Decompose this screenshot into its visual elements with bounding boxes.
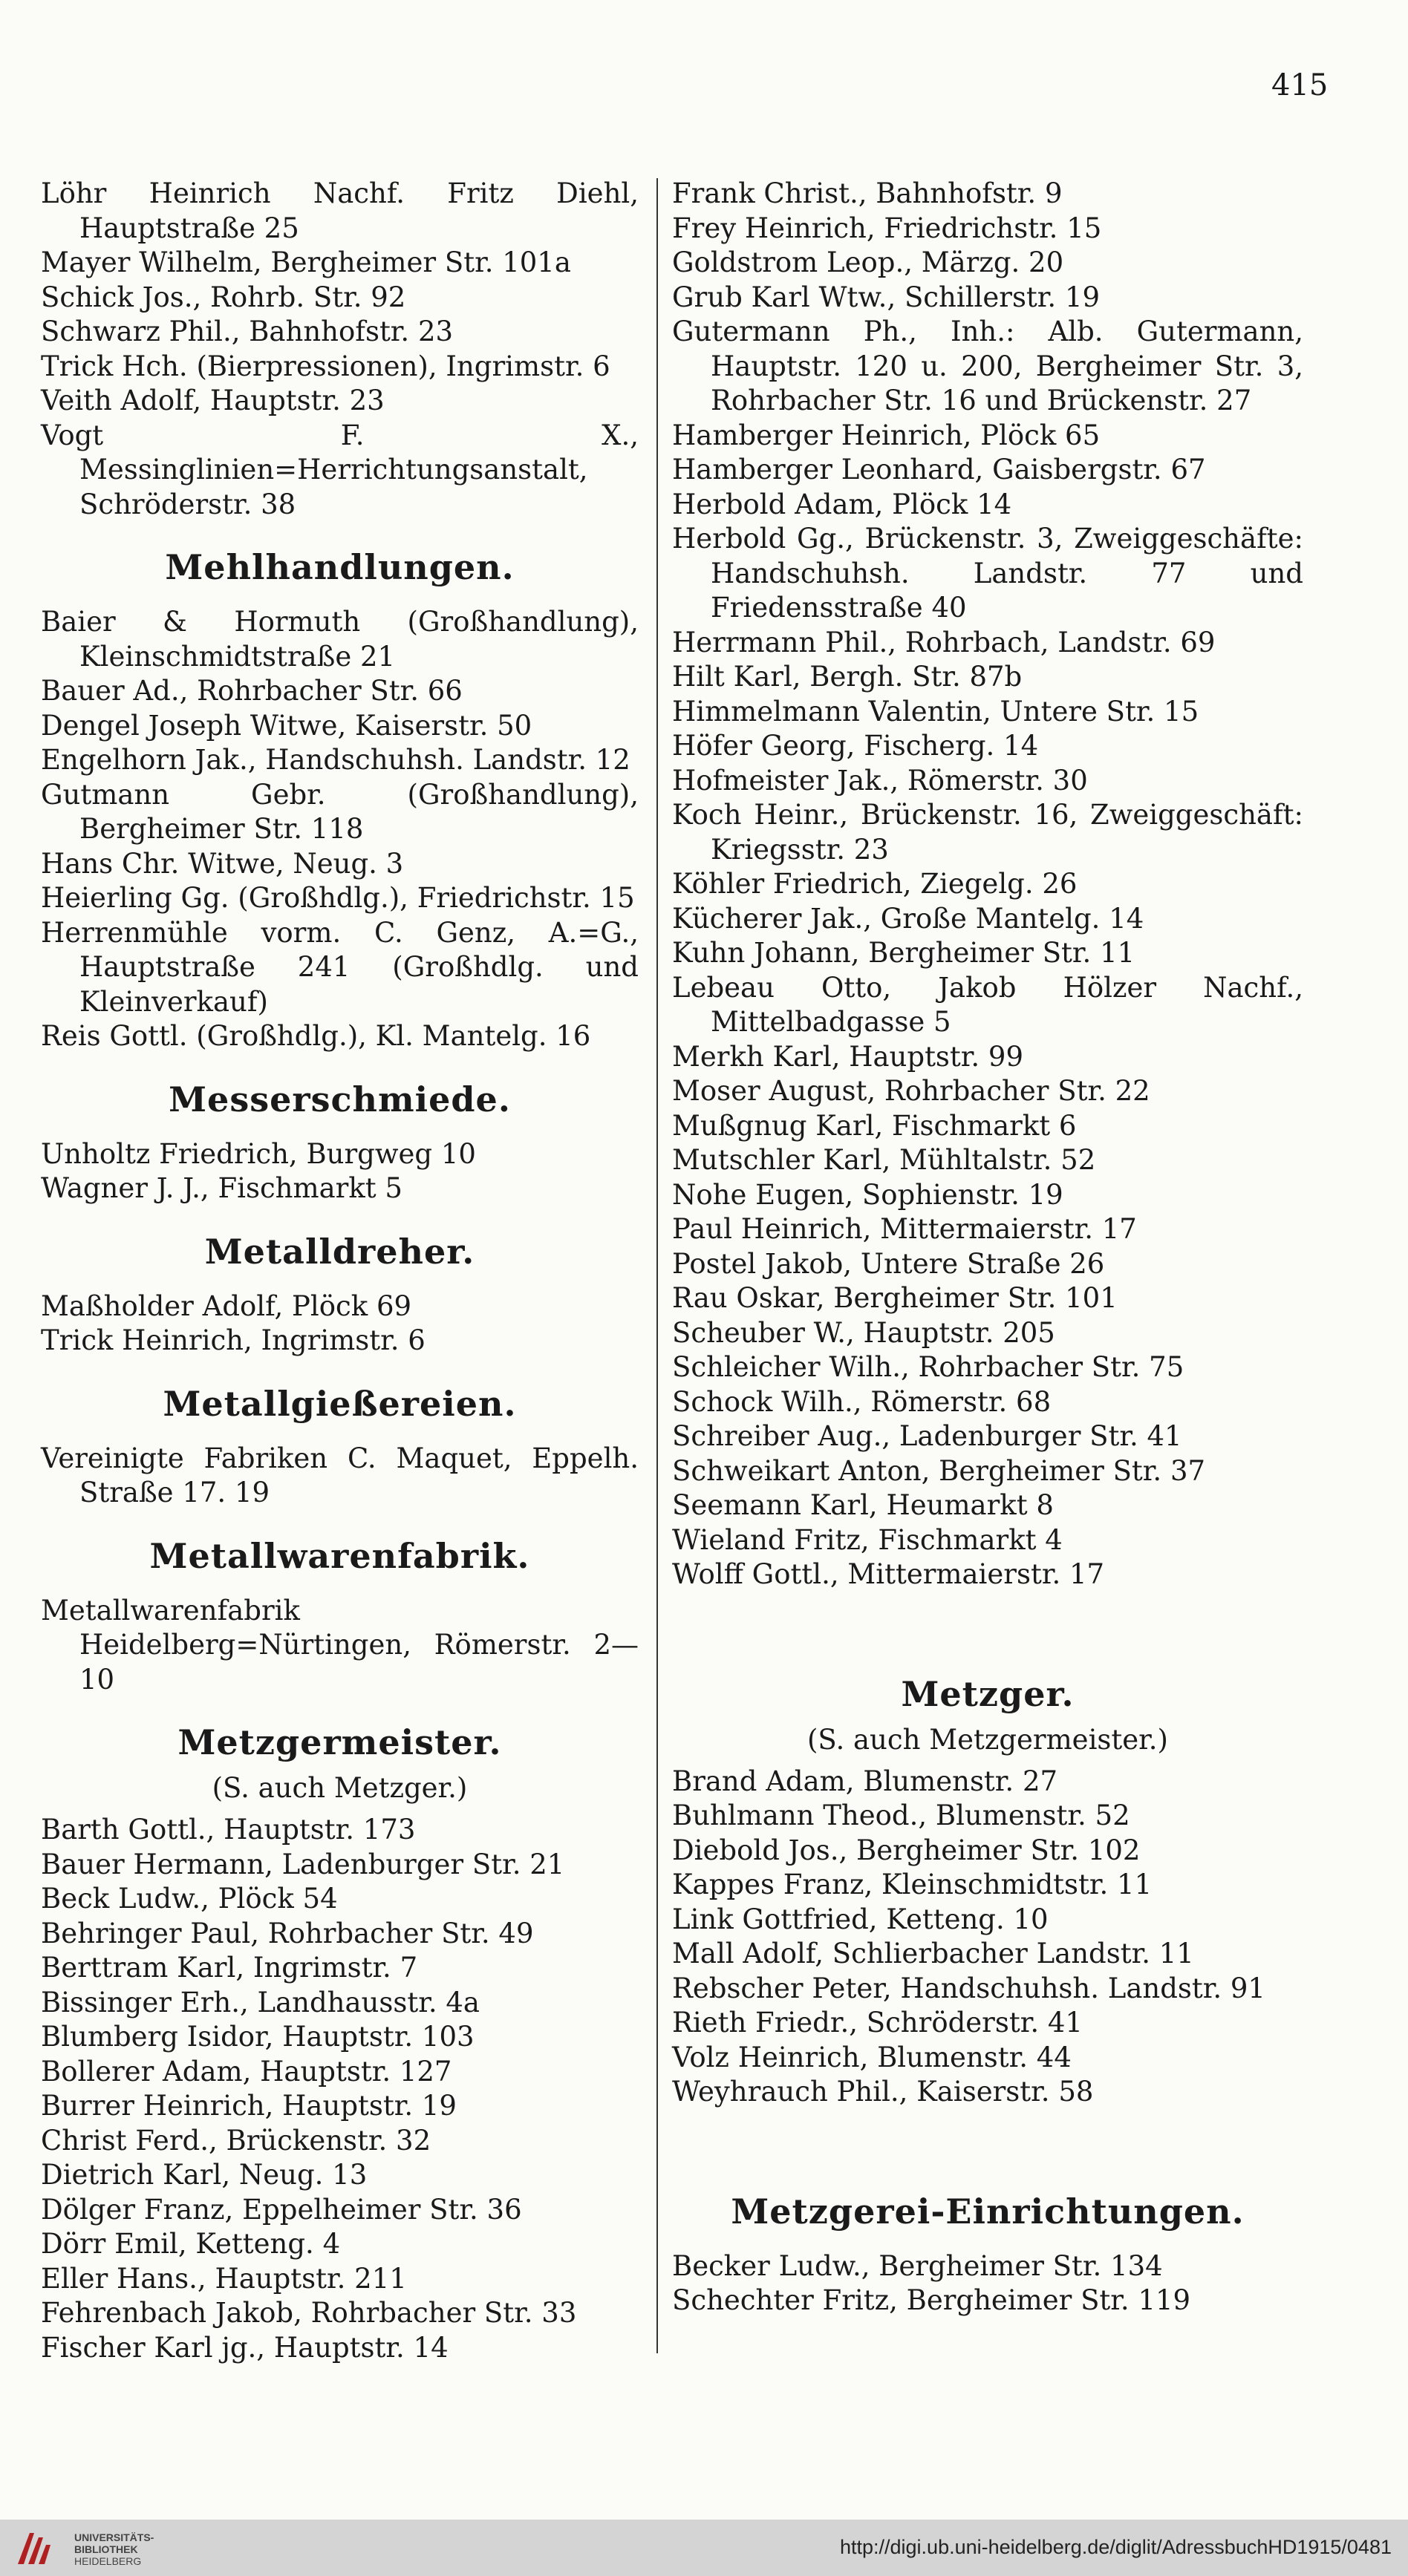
directory-entry: Wolff Gottl., Mittermaierstr. 17	[672, 1558, 1105, 1590]
directory-entry: Schechter Fritz, Bergheimer Str. 119	[672, 2284, 1191, 2316]
directory-entry: Wieland Fritz, Fischmarkt 4	[672, 1523, 1063, 1556]
directory-entry: Dörr Emil, Ketteng. 4	[41, 2228, 341, 2260]
directory-entry: Reis Gottl. (Großhdlg.), Kl. Mantelg. 16	[41, 1020, 591, 1052]
directory-entry: Hamberger Leonhard, Gaisbergstr. 67	[672, 454, 1206, 486]
logo-text	[74, 2531, 154, 2567]
directory-entry: Hofmeister Jak., Römerstr. 30	[672, 764, 1088, 797]
directory-entry: Kuhn Johann, Bergheimer Str. 11	[672, 937, 1135, 969]
directory-entry: Becker Ludw., Bergheimer Str. 134	[672, 2249, 1163, 2282]
left-column	[41, 177, 639, 2365]
logo-line: UNIVERSITÄTS-	[74, 2531, 154, 2543]
right-column	[672, 177, 1303, 2318]
directory-entry: Eller Hans., Hauptstr. 211	[41, 2262, 407, 2295]
section-heading: Metzger.	[901, 1673, 1075, 1714]
directory-entry: Trick Heinrich, Ingrimstr. 6	[41, 1324, 426, 1356]
directory-entry: Rieth Friedr., Schröderstr. 41	[672, 2007, 1083, 2039]
cross-reference-note: (S. auch Metzgermeister.)	[807, 1723, 1168, 1756]
directory-entry: Vogt F. X., Messinglinien=Herrichtungsanstalt, Schröderstr. 38	[41, 419, 639, 520]
column-divider	[656, 178, 658, 2353]
directory-entry: Blumberg Isidor, Hauptstr. 103	[41, 2021, 475, 2053]
directory-entry: Merkh Karl, Hauptstr. 99	[672, 1040, 1024, 1073]
directory-entry: Engelhorn Jak., Handschuhsh. Landstr. 12	[41, 744, 630, 776]
directory-entry: Unholtz Friedrich, Burgweg 10	[41, 1137, 476, 1170]
directory-entry: Hans Chr. Witwe, Neug. 3	[41, 847, 404, 880]
directory-entry: Lebeau Otto, Jakob Hölzer Nachf., Mittelbadgasse 5	[672, 971, 1303, 1038]
logo-line: HEIDELBERG	[74, 2555, 142, 2567]
directory-entry: Nohe Eugen, Sophienstr. 19	[672, 1178, 1063, 1211]
directory-entry: Schwarz Phil., Bahnhofstr. 23	[41, 316, 454, 347]
directory-entry: Koch Heinr., Brückenstr. 16, Zweiggeschäft: Kriegsstr. 23	[672, 799, 1303, 866]
directory-entry: Höfer Georg, Fischerg. 14	[672, 730, 1039, 762]
directory-entry: Fehrenbach Jakob, Rohrbacher Str. 33	[41, 2297, 577, 2329]
footer-bar	[0, 2520, 1408, 2576]
directory-entry: Kappes Franz, Kleinschmidtstr. 11	[672, 1869, 1153, 1900]
directory-entry: Dietrich Karl, Neug. 13	[41, 2159, 368, 2191]
directory-entry: Baier & Hormuth (Großhandlung), Kleinschmidtstraße 21	[41, 606, 639, 673]
section-heading: Metallgießereien.	[163, 1383, 517, 1424]
directory-entry: Herbold Adam, Plöck 14	[672, 488, 1012, 520]
directory-entry: Rau Oskar, Bergheimer Str. 101	[672, 1282, 1118, 1314]
directory-entry: Schick Jos., Rohrb. Str. 92	[41, 281, 406, 313]
directory-entry: Hilt Karl, Bergh. Str. 87b	[672, 661, 1023, 693]
section-heading: Metallwarenfabrik.	[149, 1535, 530, 1576]
directory-entry: Berttram Karl, Ingrimstr. 7	[41, 1952, 418, 1984]
source-url-link[interactable]: http://digi.ub.uni-heidelberg.de/diglit/AdressbuchHD1915/0481	[839, 2536, 1392, 2558]
directory-entry: Gutmann Gebr. (Großhandlung), Bergheimer Str. 118	[41, 778, 639, 845]
directory-entry: Maßholder Adolf, Plöck 69	[41, 1289, 412, 1322]
directory-entry: Goldstrom Leop., Märzg. 20	[672, 246, 1064, 278]
directory-entry: Volz Heinrich, Blumenstr. 44	[672, 2041, 1072, 2073]
section-heading: Metzgerei-Einrichtungen.	[731, 2191, 1245, 2232]
directory-entry: Barth Gottl., Hauptstr. 173	[41, 1814, 416, 1846]
directory-entry: Herrmann Phil., Rohrbach, Landstr. 69	[672, 626, 1216, 658]
directory-entry: Mußgnug Karl, Fischmarkt 6	[672, 1109, 1077, 1142]
directory-entry: Mall Adolf, Schlierbacher Landstr. 11	[672, 1938, 1194, 1969]
directory-entry: Brand Adam, Blumenstr. 27	[672, 1765, 1058, 1797]
section-heading: Metzgermeister.	[177, 1722, 502, 1762]
directory-entry: Paul Heinrich, Mittermaierstr. 17	[672, 1213, 1137, 1245]
directory-entry: Himmelmann Valentin, Untere Str. 15	[672, 695, 1199, 728]
section-heading: Metalldreher.	[204, 1231, 475, 1272]
directory-entry: Bollerer Adam, Hauptstr. 127	[41, 2055, 452, 2088]
directory-entry: Veith Adolf, Hauptstr. 23	[41, 385, 385, 416]
directory-entry: Bauer Hermann, Ladenburger Str. 21	[41, 1848, 565, 1880]
directory-entry: Moser August, Rohrbacher Str. 22	[672, 1075, 1150, 1107]
directory-entry: Bissinger Erh., Landhausstr. 4a	[41, 1986, 480, 2018]
page-number: 415	[1271, 68, 1329, 102]
directory-entry: Beck Ludw., Plöck 54	[41, 1883, 338, 1915]
directory-entry: Heierling Gg. (Großhdlg.), Friedrichstr. 15	[41, 882, 635, 914]
directory-entry: Köhler Friedrich, Ziegelg. 26	[672, 868, 1078, 900]
directory-entry: Metallwarenfabrik Heidelberg=Nürtingen, Römerstr. 2—10	[41, 1594, 639, 1696]
section-heading: Mehlhandlungen.	[165, 547, 515, 587]
directory-entry: Seemann Karl, Heumarkt 8	[672, 1489, 1054, 1521]
directory-entry: Weyhrauch Phil., Kaiserstr. 58	[672, 2076, 1094, 2108]
directory-entry: Behringer Paul, Rohrbacher Str. 49	[41, 1917, 534, 1949]
directory-entry: Grub Karl Wtw., Schillerstr. 19	[672, 281, 1101, 313]
directory-entry: Löhr Heinrich Nachf. Fritz Diehl, Hauptstraße 25	[41, 177, 639, 244]
directory-entry: Vereinigte Fabriken C. Maquet, Eppelh. Straße 17. 19	[41, 1442, 639, 1508]
directory-entry: Kücherer Jak., Große Mantelg. 14	[672, 902, 1144, 935]
directory-entry: Postel Jakob, Untere Straße 26	[672, 1247, 1105, 1280]
directory-entry: Wagner J. J., Fischmarkt 5	[41, 1172, 402, 1204]
directory-entry: Herbold Gg., Brückenstr. 3, Zweiggeschäfte: Handschuhsh. Landstr. 77 und Friedensstraße 40	[672, 523, 1303, 624]
directory-entry: Frank Christ., Bahnhofstr. 9	[672, 177, 1063, 209]
university-library-logo-icon	[13, 2527, 55, 2569]
directory-entry: Diebold Jos., Bergheimer Str. 102	[672, 1834, 1141, 1866]
directory-entry: Link Gottfried, Ketteng. 10	[672, 1903, 1049, 1935]
directory-entry: Fischer Karl jg., Hauptstr. 14	[41, 2331, 449, 2364]
directory-entry: Rebscher Peter, Handschuhsh. Landstr. 91	[672, 1972, 1265, 2004]
directory-entry: Trick Hch. (Bierpressionen), Ingrimstr. 6	[41, 350, 610, 382]
directory-entry: Gutermann Ph., Inh.: Alb. Gutermann, Hauptstr. 120 u. 200, Bergheimer Str. 3, Rohrbacher Str. 16 und Brückenstr. 27	[672, 316, 1303, 416]
directory-entry: Bauer Ad., Rohrbacher Str. 66	[41, 675, 463, 707]
directory-entry: Schweikart Anton, Bergheimer Str. 37	[672, 1454, 1206, 1487]
directory-entry: Schleicher Wilh., Rohrbacher Str. 75	[672, 1351, 1184, 1383]
directory-entry: Mayer Wilhelm, Bergheimer Str. 101a	[41, 246, 571, 278]
directory-entry: Dengel Joseph Witwe, Kaiserstr. 50	[41, 709, 532, 742]
directory-entry: Scheuber W., Hauptstr. 205	[672, 1316, 1055, 1349]
directory-entry: Frey Heinrich, Friedrichstr. 15	[672, 212, 1102, 244]
directory-entry: Dölger Franz, Eppelheimer Str. 36	[41, 2193, 522, 2226]
section-heading: Messerschmiede.	[169, 1079, 511, 1119]
directory-entry: Mutschler Karl, Mühltalstr. 52	[672, 1144, 1096, 1176]
directory-entry: Herrenmühle vorm. C. Genz, A.=G., Hauptstraße 241 (Großhdlg. und Kleinverkauf)	[41, 916, 639, 1018]
cross-reference-note: (S. auch Metzger.)	[212, 1772, 468, 1804]
directory-entry: Buhlmann Theod., Blumenstr. 52	[672, 1799, 1130, 1831]
directory-entry: Christ Ferd., Brückenstr. 32	[41, 2124, 431, 2157]
directory-entry: Hamberger Heinrich, Plöck 65	[672, 419, 1101, 451]
logo-line: BIBLIOTHEK	[74, 2543, 138, 2555]
directory-entry: Burrer Heinrich, Hauptstr. 19	[41, 2090, 457, 2122]
directory-entry: Schreiber Aug., Ladenburger Str. 41	[672, 1420, 1182, 1452]
directory-entry: Schock Wilh., Römerstr. 68	[672, 1385, 1052, 1418]
